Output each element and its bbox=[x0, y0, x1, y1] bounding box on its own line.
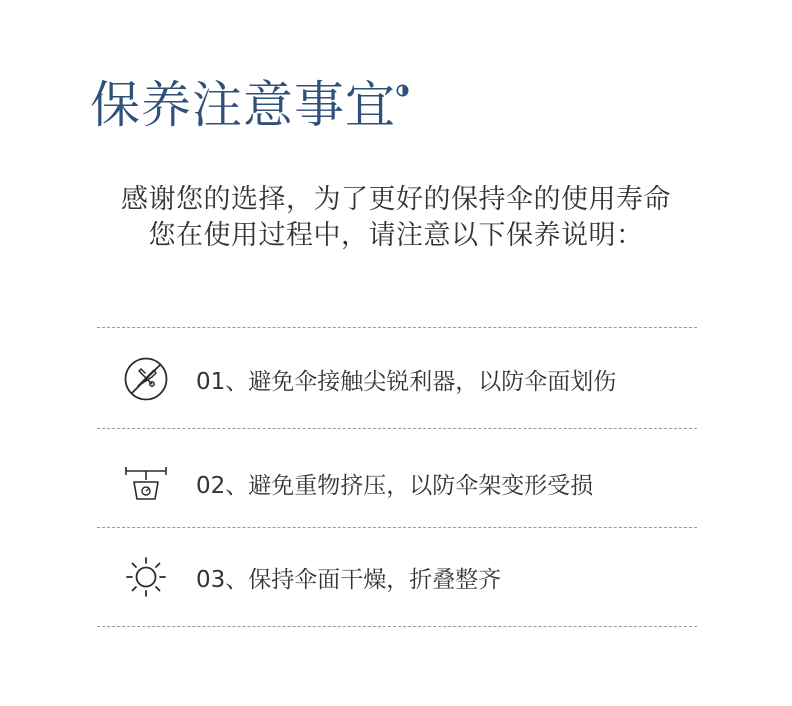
intro-line-1: 感谢您的选择，为了更好的保持伞的使用寿命 bbox=[121, 184, 671, 215]
dashed-divider bbox=[97, 428, 697, 429]
title-block bbox=[90, 72, 409, 138]
care-item-2 bbox=[122, 458, 702, 508]
page-title: 保养注意事宜 bbox=[90, 76, 396, 134]
no-sharp-objects-icon bbox=[122, 355, 170, 403]
sun-icon bbox=[122, 553, 170, 601]
title-circle-mark-icon bbox=[396, 84, 409, 97]
dashed-divider bbox=[97, 626, 697, 627]
intro-paragraph bbox=[0, 182, 792, 254]
care-item-1 bbox=[122, 354, 702, 404]
intro-line-2: 您在使用过程中，请注意以下保养说明： bbox=[148, 220, 644, 251]
scale-weight-icon bbox=[122, 459, 170, 507]
dashed-divider bbox=[97, 327, 697, 328]
care-item-text: 03、保持伞面干燥，折叠整齐 bbox=[196, 566, 502, 593]
care-item-text: 01、避免伞接触尖锐利器，以防伞面划伤 bbox=[196, 368, 617, 395]
care-item-text: 02、避免重物挤压，以防伞架变形受损 bbox=[196, 472, 594, 499]
dashed-divider bbox=[97, 527, 697, 528]
care-item-3 bbox=[122, 552, 702, 602]
